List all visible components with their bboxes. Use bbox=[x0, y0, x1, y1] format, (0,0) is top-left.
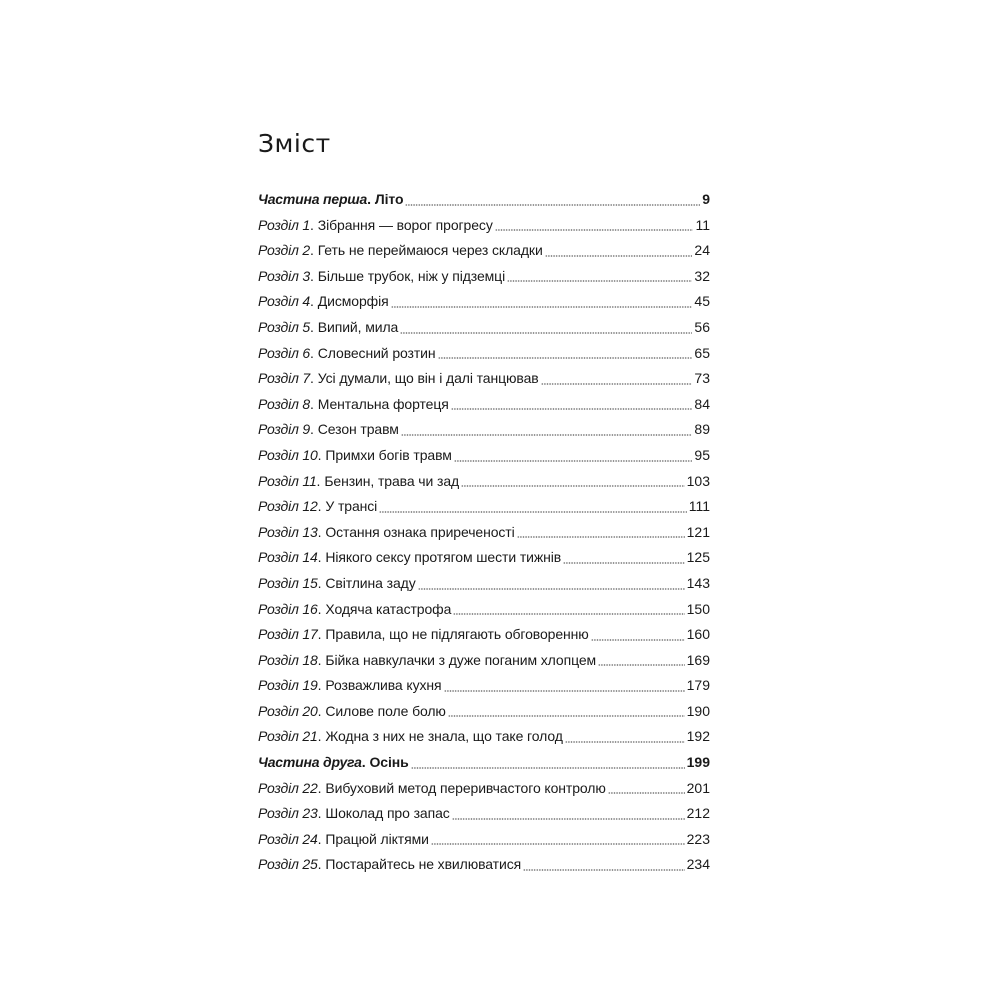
dot-leader bbox=[452, 818, 685, 820]
entry-title: Усі думали, що він і далі танцював bbox=[317, 370, 539, 387]
toc-chapter-entry bbox=[258, 801, 710, 827]
entry-separator: . bbox=[309, 395, 318, 412]
entry-label: Розділ 18 bbox=[258, 651, 318, 668]
entry-page-number: 103 bbox=[686, 472, 710, 489]
entry-page-number: 11 bbox=[695, 216, 710, 233]
toc-chapter-entry bbox=[258, 213, 710, 239]
dot-leader bbox=[405, 204, 700, 206]
entry-label: Розділ 11 bbox=[258, 472, 317, 489]
toc-chapter-entry bbox=[258, 699, 710, 725]
toc-chapter-entry bbox=[258, 392, 710, 418]
entry-title: Працюй ліктями bbox=[325, 830, 429, 847]
entry-title: Примхи богів травм bbox=[325, 446, 452, 463]
entry-separator: . bbox=[317, 779, 326, 796]
entry-page-number: 95 bbox=[694, 446, 710, 463]
entry-label: Розділ 4 bbox=[258, 293, 310, 310]
toc-chapter-entry bbox=[258, 648, 710, 674]
entry-page-number: 179 bbox=[686, 677, 710, 694]
entry-page-number: 160 bbox=[686, 626, 710, 643]
entry-label: Розділ 19 bbox=[258, 677, 318, 694]
toc-chapter-entry bbox=[258, 673, 710, 699]
toc-chapter-entry bbox=[258, 341, 710, 367]
entry-page-number: 212 bbox=[686, 805, 710, 822]
entry-separator: . bbox=[317, 523, 326, 540]
entry-label: Розділ 2 bbox=[258, 242, 310, 259]
entry-title: Сезон травм bbox=[317, 421, 399, 438]
entry-page-number: 192 bbox=[686, 728, 710, 745]
entry-separator: . bbox=[317, 677, 326, 694]
dot-leader bbox=[451, 408, 693, 410]
entry-title: Літо bbox=[374, 191, 404, 207]
entry-label: Розділ 10 bbox=[258, 446, 318, 463]
entry-label: Розділ 1 bbox=[258, 216, 310, 233]
dot-leader bbox=[379, 511, 687, 513]
dot-leader bbox=[401, 434, 693, 436]
dot-leader bbox=[541, 383, 693, 385]
toc-chapter-entry bbox=[258, 827, 710, 853]
dot-leader bbox=[563, 562, 685, 564]
entry-title: Правила, що не підлягають обговоренню bbox=[325, 626, 589, 643]
dot-leader bbox=[545, 255, 693, 257]
entry-label: Розділ 9 bbox=[258, 421, 310, 438]
entry-label: Розділ 17 bbox=[258, 626, 318, 643]
entry-separator: . bbox=[317, 805, 326, 822]
dot-leader bbox=[400, 332, 692, 334]
entry-page-number: 234 bbox=[686, 856, 710, 873]
entry-page-number: 121 bbox=[686, 523, 710, 540]
entry-page-number: 89 bbox=[694, 421, 710, 438]
entry-separator: . bbox=[317, 856, 326, 873]
entry-separator: . bbox=[317, 626, 326, 643]
dot-leader bbox=[523, 869, 685, 871]
dot-leader bbox=[391, 306, 693, 308]
entry-page-number: 111 bbox=[688, 498, 710, 515]
toc-chapter-entry bbox=[258, 724, 710, 750]
entry-label: Розділ 3 bbox=[258, 267, 310, 284]
table-of-contents bbox=[258, 187, 710, 878]
entry-separator: . bbox=[309, 216, 318, 233]
entry-page-number: 84 bbox=[694, 395, 710, 412]
entry-title: Постарайтесь не хвилюватися bbox=[325, 856, 522, 873]
entry-separator: . bbox=[309, 370, 318, 387]
entry-title: Випий, мила bbox=[317, 318, 399, 335]
dot-leader bbox=[507, 280, 692, 282]
entry-title: Вибуховий метод переривчастого контролю bbox=[325, 779, 606, 796]
entry-page-number: 169 bbox=[686, 651, 710, 668]
entry-page-number: 65 bbox=[694, 344, 710, 361]
dot-leader bbox=[438, 357, 693, 359]
entry-separator: . bbox=[361, 754, 370, 771]
toc-chapter-entry bbox=[258, 494, 710, 520]
entry-title: Словесний розтин bbox=[317, 344, 436, 361]
entry-separator: . bbox=[309, 293, 318, 310]
dot-leader bbox=[608, 792, 685, 794]
entry-label: Розділ 12 bbox=[258, 498, 318, 515]
entry-page-number: 32 bbox=[694, 267, 710, 284]
entry-separator: . bbox=[317, 600, 326, 617]
entry-separator: . bbox=[309, 242, 318, 259]
entry-title: Остання ознака приреченості bbox=[325, 523, 515, 540]
entry-title: Шоколад про запас bbox=[325, 805, 450, 822]
toc-chapter-entry bbox=[258, 469, 710, 495]
entry-page-number: 223 bbox=[686, 830, 710, 847]
dot-leader bbox=[448, 715, 685, 717]
dot-leader bbox=[431, 843, 685, 845]
entry-label: Розділ 8 bbox=[258, 395, 310, 412]
toc-chapter-entry bbox=[258, 622, 710, 648]
entry-separator: . bbox=[309, 267, 318, 284]
entry-page-number: 125 bbox=[686, 549, 710, 566]
toc-chapter-entry bbox=[258, 417, 710, 443]
entry-title: У трансі bbox=[325, 498, 378, 515]
entry-title: Жодна з них не знала, що таке голод bbox=[325, 728, 563, 745]
toc-chapter-entry bbox=[258, 315, 710, 341]
entry-label: Розділ 13 bbox=[258, 523, 318, 540]
entry-title: Бійка навкулачки з дуже поганим хлопцем bbox=[325, 651, 597, 668]
entry-label: Розділ 15 bbox=[258, 574, 318, 591]
entry-separator: . bbox=[317, 830, 326, 847]
page-title: Зміст bbox=[258, 129, 331, 158]
dot-leader bbox=[598, 664, 685, 666]
entry-separator: . bbox=[367, 191, 375, 207]
entry-title: Світлина заду bbox=[325, 574, 416, 591]
entry-title: Дисморфія bbox=[317, 293, 389, 310]
toc-chapter-entry bbox=[258, 776, 710, 802]
entry-title: Більше трубок, ніж у підземці bbox=[317, 267, 506, 284]
entry-separator: . bbox=[317, 574, 326, 591]
entry-page-number: 150 bbox=[686, 600, 710, 617]
dot-leader bbox=[517, 536, 685, 538]
dot-leader bbox=[444, 690, 685, 692]
dot-leader bbox=[565, 741, 685, 743]
entry-label: Розділ 16 bbox=[258, 600, 318, 617]
entry-page-number: 199 bbox=[686, 754, 710, 771]
toc-chapter-entry bbox=[258, 571, 710, 597]
dot-leader bbox=[453, 613, 684, 615]
entry-separator: . bbox=[309, 421, 318, 438]
entry-separator: . bbox=[309, 344, 318, 361]
entry-label: Розділ 21 bbox=[258, 728, 318, 745]
dot-leader bbox=[591, 639, 685, 641]
toc-chapter-entry bbox=[258, 238, 710, 264]
toc-chapter-entry bbox=[258, 545, 710, 571]
entry-title: Геть не переймаюся через складки bbox=[317, 242, 543, 259]
entry-label: Розділ 5 bbox=[258, 318, 310, 335]
entry-page-number: 45 bbox=[694, 293, 710, 310]
entry-page-number: 190 bbox=[686, 702, 710, 719]
entry-label: Розділ 24 bbox=[258, 830, 318, 847]
entry-separator: . bbox=[309, 318, 318, 335]
entry-title: Бензин, трава чи зад bbox=[324, 472, 460, 489]
entry-page-number: 56 bbox=[694, 318, 710, 335]
toc-chapter-entry bbox=[258, 366, 710, 392]
entry-title: Ніякого сексу протягом шести тижнів bbox=[325, 549, 562, 566]
entry-separator: . bbox=[317, 728, 326, 745]
toc-part-entry bbox=[258, 750, 710, 776]
entry-title: Зібрання — ворог прогресу bbox=[317, 216, 493, 233]
entry-title: Ходяча катастрофа bbox=[325, 600, 452, 617]
entry-label: Розділ 25 bbox=[258, 856, 318, 873]
entry-separator: . bbox=[317, 549, 326, 566]
toc-chapter-entry bbox=[258, 852, 710, 878]
entry-label: Розділ 22 bbox=[258, 779, 318, 796]
toc-chapter-entry bbox=[258, 264, 710, 290]
entry-label: Розділ 7 bbox=[258, 370, 310, 387]
entry-separator: . bbox=[316, 472, 325, 489]
toc-chapter-entry bbox=[258, 520, 710, 546]
entry-label: Розділ 20 bbox=[258, 702, 318, 719]
dot-leader bbox=[411, 767, 685, 769]
entry-page-number: 143 bbox=[686, 574, 710, 591]
entry-page-number: 9 bbox=[702, 191, 710, 207]
dot-leader bbox=[418, 588, 685, 590]
dot-leader bbox=[461, 485, 685, 487]
entry-separator: . bbox=[317, 702, 326, 719]
entry-label: Розділ 6 bbox=[258, 344, 310, 361]
entry-label: Розділ 23 bbox=[258, 805, 318, 822]
entry-title: Ментальна фортеця bbox=[317, 395, 449, 412]
entry-label: Розділ 14 bbox=[258, 549, 318, 566]
entry-title: Осінь bbox=[369, 754, 409, 771]
entry-page-number: 73 bbox=[694, 370, 710, 387]
entry-page-number: 24 bbox=[694, 242, 710, 259]
entry-separator: . bbox=[317, 446, 326, 463]
dot-leader bbox=[454, 460, 693, 462]
toc-chapter-entry bbox=[258, 597, 710, 623]
toc-part-entry bbox=[258, 187, 710, 213]
toc-chapter-entry bbox=[258, 443, 710, 469]
entry-title: Розважлива кухня bbox=[325, 677, 442, 694]
entry-title: Силове поле болю bbox=[325, 702, 446, 719]
entry-page-number: 201 bbox=[686, 779, 710, 796]
toc-chapter-entry bbox=[258, 289, 710, 315]
dot-leader bbox=[495, 229, 694, 231]
entry-separator: . bbox=[317, 498, 326, 515]
entry-label: Частина друга bbox=[258, 754, 362, 771]
entry-label: Частина перша bbox=[258, 191, 368, 207]
entry-separator: . bbox=[317, 651, 326, 668]
